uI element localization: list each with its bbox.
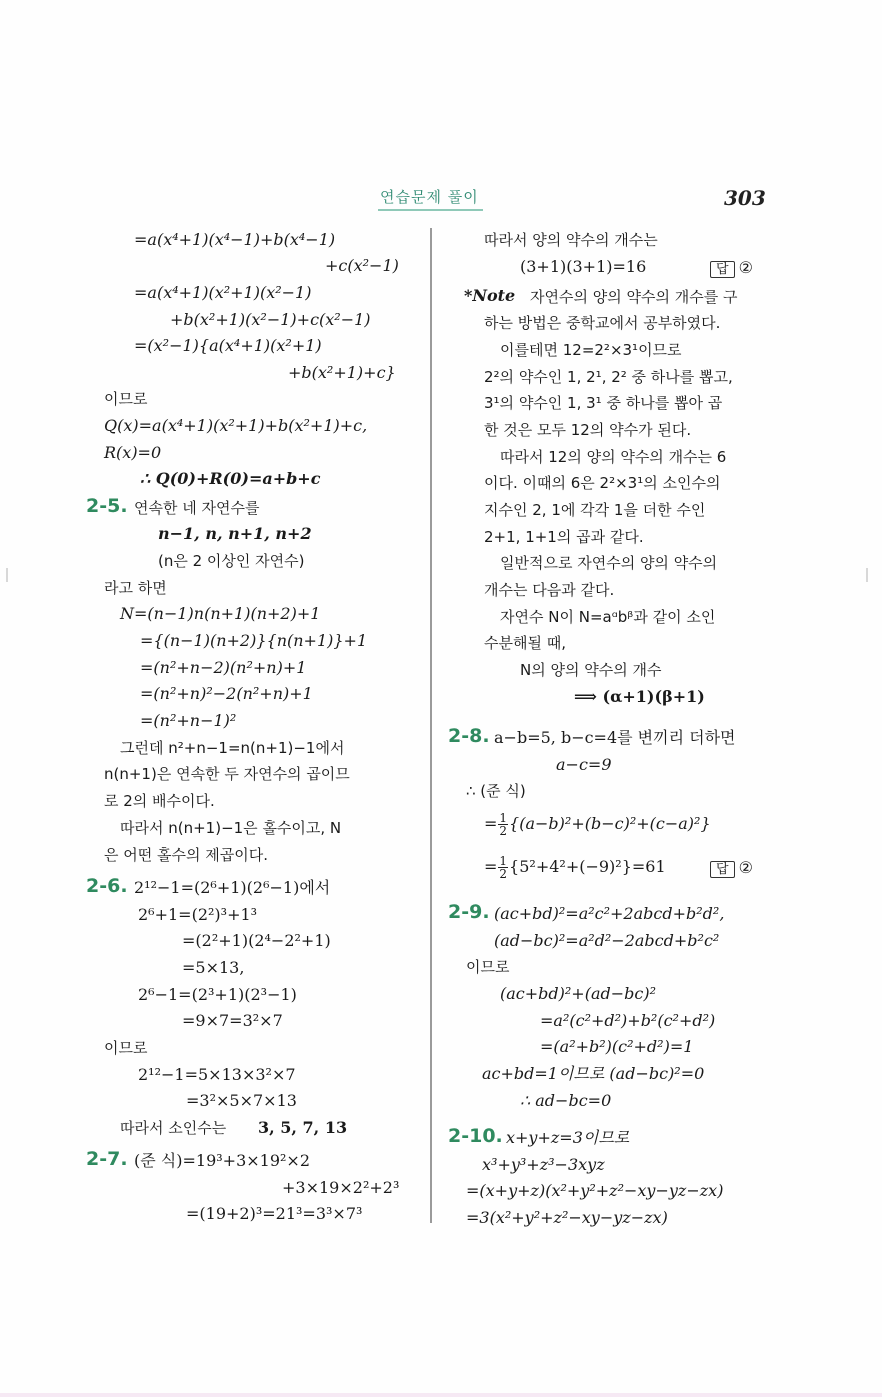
text-line: 따라서 양의 약수의 개수는 (484, 231, 658, 249)
answer-marker (710, 858, 753, 878)
problem-number: 2-10. (448, 1125, 503, 1147)
fraction-expression-2: = $\frac{1}{2}$ {5²+4²+(−9)²}=61 (484, 854, 666, 881)
text-line: 이다. 이때의 6은 2²×3¹의 소인수의 (484, 474, 721, 492)
math-line: x³+y³+z³−3xyz (482, 1155, 605, 1174)
text-line: 이므로 (466, 958, 510, 976)
math-line: =5×13, (182, 958, 245, 977)
answer-box: 답 (710, 261, 735, 278)
math-line: +b(x²+1)(x²−1)+c(x²−1) (170, 310, 371, 329)
math-line: +3×19×2²+2³ (282, 1178, 400, 1197)
text-line: 이므로 (104, 390, 148, 408)
math-line: N=(n−1)n(n+1)(n+2)+1 (120, 604, 321, 623)
fraction-expression-1: = $\frac{1}{2}$ {(a−b)²+(b−c)²+(c−a)²} (484, 811, 711, 838)
section-title: 연습문제 풀이 (378, 186, 483, 211)
note-label: *Note (464, 286, 516, 305)
math-line: =3²×5×7×13 (186, 1091, 297, 1110)
problem-number: 2-9. (448, 901, 490, 923)
math-line: ∴ ad−bc=0 (520, 1091, 612, 1110)
problem-number: 2-6. (86, 875, 128, 897)
answer-marker (710, 258, 753, 278)
text-line: 자연수 N이 N=aᵅbᵝ과 같이 소인 (500, 608, 716, 626)
answer-box: 답 (710, 861, 735, 878)
math-line: (3+1)(3+1)=16 (520, 257, 647, 276)
math-line: ac+bd=1이므로 (ad−bc)²=0 (482, 1064, 705, 1083)
math-line: =a(x⁴+1)(x²+1)(x²−1) (134, 283, 312, 302)
math-line: ={(n−1)(n+2)}{n(n+1)}+1 (140, 631, 368, 650)
math-line: =9×7=3²×7 (182, 1011, 283, 1030)
text-line: n(n+1)은 연속한 두 자연수의 곱이므 (104, 765, 350, 783)
fraction: $\frac{1}{2}$ (499, 854, 508, 881)
text-line: 라고 하면 (104, 579, 167, 597)
text-line: 연속한 네 자연수를 (134, 499, 260, 517)
math-line: a−b=5, b−c=4를 변끼리 더하면 (494, 728, 736, 747)
text-line: N의 양의 약수의 개수 (520, 661, 662, 679)
math-line: +b(x²+1)+c} (288, 363, 396, 382)
problem-number: 2-7. (86, 1148, 128, 1170)
math-line: =(19+2)³=21³=3³×7³ (186, 1204, 363, 1223)
text-line: 하는 방법은 중학교에서 공부하였다. (484, 314, 721, 332)
math-line: =a²(c²+d²)+b²(c²+d²) (540, 1011, 716, 1030)
math-line: =(n²+n−2)(n²+n)+1 (140, 658, 307, 677)
text-line: 2²의 약수인 1, 2¹, 2² 중 하나를 뽑고, (484, 368, 733, 386)
problem-number: 2-8. (448, 725, 490, 747)
text-line: 이를테면 12=2²×3¹이므로 (500, 341, 682, 359)
page-bottom-strip (0, 1393, 882, 1397)
text-line: 한 것은 모두 12의 약수가 된다. (484, 421, 692, 439)
text-line: 로 2의 배수이다. (104, 792, 215, 810)
math-line: =a(x⁴+1)(x⁴−1)+b(x⁴−1) (134, 230, 336, 249)
text-line: 이므로 (104, 1039, 148, 1057)
math-line: =(n²+n−1)² (140, 711, 237, 730)
math-line: (준 식)=19³+3×19²×2 (134, 1151, 311, 1170)
column-divider (430, 228, 432, 1223)
math-line: ⟹ (α+1)(β+1) (574, 687, 705, 706)
math-line: R(x)=0 (104, 443, 162, 462)
math-line: =(n²+n)²−2(n²+n)+1 (140, 684, 313, 703)
fraction: $\frac{1}{2}$ (499, 811, 508, 838)
text-line: 은 어떤 홀수의 제곱이다. (104, 846, 268, 864)
math-line: =3(x²+y²+z²−xy−yz−zx) (466, 1208, 668, 1227)
text-line: 그런데 n²+n−1=n(n+1)−1에서 (120, 739, 345, 757)
text-line: 따라서 n(n+1)−1은 홀수이고, N (120, 819, 342, 837)
text-line: 일반적으로 자연수의 양의 약수의 (500, 554, 718, 572)
math-line: a−c=9 (556, 755, 612, 774)
math-line: ∴ Q(0)+R(0)=a+b+c (140, 469, 321, 488)
text-line: 따라서 소인수는 (120, 1119, 227, 1137)
math-line: =(x²−1){a(x⁴+1)(x²+1) (134, 336, 322, 355)
math-line: n−1, n, n+1, n+2 (158, 524, 312, 543)
text-line: 수분해될 때, (484, 634, 566, 652)
math-line: x+y+z=3이므로 (506, 1128, 630, 1147)
math-line: 2¹²−1=5×13×3²×7 (138, 1065, 296, 1084)
text-line: 개수는 다음과 같다. (484, 581, 615, 599)
math-line: 2⁶+1=(2²)³+1³ (138, 905, 258, 924)
math-line: 2¹²−1=(2⁶+1)(2⁶−1)에서 (134, 878, 331, 897)
page-number: 303 (724, 186, 766, 210)
math-line: (ad−bc)²=a²d²−2abcd+b²c² (494, 931, 720, 950)
text-line: 따라서 12의 양의 약수의 개수는 6 (500, 448, 727, 466)
math-line: Q(x)=a(x⁴+1)(x²+1)+b(x²+1)+c, (104, 416, 368, 435)
math-line: =(a²+b²)(c²+d²)=1 (540, 1037, 694, 1056)
math-line: (ac+bd)²=a²c²+2abcd+b²d², (494, 904, 725, 923)
text-line: 3¹의 약수인 1, 3¹ 중 하나를 뽑아 곱 (484, 394, 723, 412)
right-edge-mark (866, 568, 868, 582)
math-line: =(x+y+z)(x²+y²+z²−xy−yz−zx) (466, 1181, 724, 1200)
math-line: 2⁶−1=(2³+1)(2³−1) (138, 985, 297, 1004)
left-edge-mark (6, 568, 8, 582)
problem-number: 2-5. (86, 495, 128, 517)
text-line: 자연수의 양의 약수의 개수를 구 (530, 288, 738, 306)
math-line: (ac+bd)²+(ad−bc)² (500, 984, 656, 1003)
math-line: =(2²+1)(2⁴−2²+1) (182, 931, 331, 950)
text-line: (n은 2 이상인 자연수) (158, 552, 305, 570)
math-line: 3, 5, 7, 13 (258, 1118, 348, 1137)
answer-choice: ② (738, 258, 753, 277)
text-line: ∴ (준 식) (466, 782, 526, 800)
answer-choice: ② (738, 858, 753, 877)
math-line: +c(x²−1) (325, 256, 399, 275)
text-line: 2+1, 1+1의 곱과 같다. (484, 528, 644, 546)
text-line: 지수인 2, 1에 각각 1을 더한 수인 (484, 501, 706, 519)
